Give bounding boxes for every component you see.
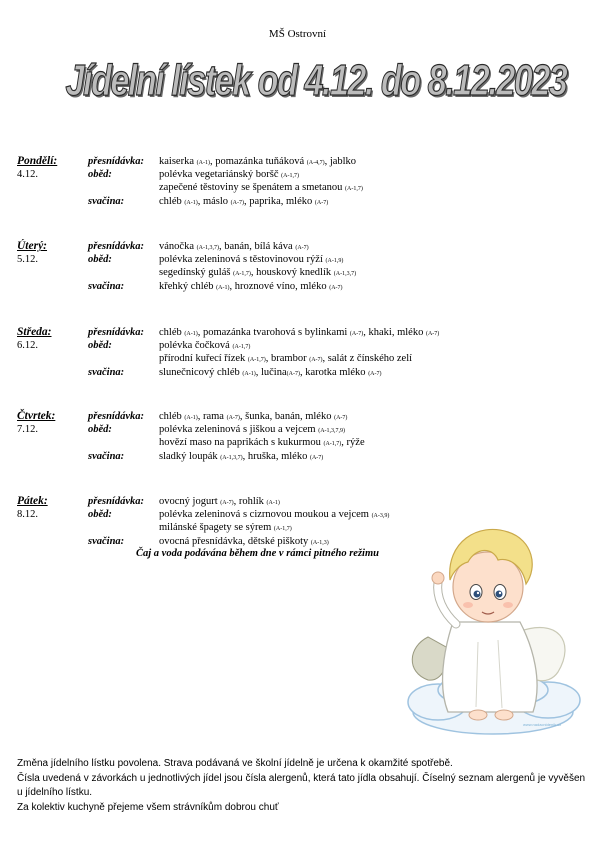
day-date: 8.12. [17, 509, 38, 521]
meal-label: svačina: [88, 535, 125, 547]
meal-label: přesnídávka: [88, 156, 144, 167]
menu-row [17, 181, 457, 194]
day-friday [17, 495, 457, 548]
menu-row [17, 195, 457, 208]
allergen-code: (A-7) [220, 500, 234, 506]
food-text: polévka zeleninová s těstovinovou rýží [159, 254, 326, 266]
food-text: zapečené těstoviny se špenátem a smetanou [159, 182, 346, 194]
day-name: Pátek: [17, 495, 48, 507]
food-text: , banán, bílá káva [218, 241, 296, 252]
food-text: , hroznové víno, mléko [229, 280, 330, 292]
allergen-code: (A-1,7) [233, 271, 251, 278]
meal-label: oběd: [88, 509, 112, 521]
allergen-code: (A-1) [184, 199, 198, 206]
day-name: Pondělí: [17, 155, 58, 167]
food-text: , rama [197, 411, 227, 422]
food-text: ovocný jogurt [159, 496, 221, 507]
menu-row [17, 280, 457, 293]
drinks-note: Čaj a voda podávána během dne v rámci pitného režimu [136, 548, 379, 559]
menu-row [17, 450, 457, 463]
day-wednesday [17, 326, 457, 379]
allergen-code: (A-1,3,7) [333, 271, 357, 278]
day-date: 6.12. [17, 340, 38, 352]
menu-row [17, 366, 457, 379]
food-text: vánočka [159, 241, 197, 252]
allergen-code: (A-1) [184, 415, 198, 421]
food-text: polévka čočková [159, 340, 233, 352]
menu-row [17, 508, 457, 521]
footer-notes [17, 757, 587, 815]
allergen-code: (A-1,7) [247, 357, 266, 364]
day-thursday [17, 410, 457, 463]
food-text: , houskový knedlík [250, 267, 334, 279]
menu-row [17, 410, 457, 423]
food-text: , khaki, mléko [363, 327, 426, 338]
meal-label: svačina: [88, 366, 125, 378]
allergen-code: (A-7) [314, 199, 329, 206]
day-date: 5.12. [17, 254, 38, 266]
allergen-code: (A-1,7) [281, 173, 299, 180]
allergen-code: (A-7) [349, 331, 364, 337]
allergen-code: (A-3,9) [371, 513, 390, 520]
menu-row [17, 253, 457, 266]
food-text: ovocná přesnídávka, dětské piškoty [159, 535, 311, 547]
allergen-code: (A-1,3) [310, 539, 329, 546]
meal-label: svačina: [88, 450, 125, 462]
food-text: polévka zeleninová s cizrnovou moukou a vejcem [159, 509, 372, 521]
meal-label: oběd: [88, 254, 112, 266]
footer-line-3: Za kolektiv kuchyně přejeme všem strávníkům dobrou chuť [17, 801, 279, 813]
allergen-code: (A-1,3,7) [220, 454, 243, 461]
food-text: segedínský guláš [159, 267, 234, 279]
watermark-text: www.nadacnidenik.cz [523, 722, 562, 727]
meal-label: přesnídávka: [88, 327, 144, 338]
angel-illustration [398, 512, 588, 742]
day-date: 7.12. [17, 424, 38, 436]
menu-row [17, 240, 457, 253]
food-text: , šunka, banán, mléko [239, 411, 335, 422]
food-items [159, 195, 328, 210]
day-name: Středa: [17, 326, 52, 338]
food-items [159, 280, 343, 295]
menu-row [17, 155, 457, 168]
allergen-code: (A-7) [309, 357, 323, 364]
allergen-code: (A-1,7) [232, 344, 251, 351]
day-name: Úterý: [17, 240, 48, 252]
food-text: , brambor [265, 353, 310, 365]
meal-label: svačina: [88, 195, 125, 207]
menu-row [17, 339, 457, 352]
food-text: , pomazánka tvarohová s bylinkami [197, 327, 350, 338]
allergen-code: (A-7) [368, 370, 382, 377]
food-text: chléb [159, 327, 185, 338]
footer-line-2: Čísla uvedená v závorkách u jednotlivých jídel jsou čísla alergenů, která tato jídla obsahují. Číselný seznam alergenů je vyvěšen u jídelního lístku. [17, 772, 586, 798]
menu-row [17, 535, 457, 548]
food-text: slunečnicový chléb [159, 366, 243, 378]
meal-label: přesnídávka: [88, 496, 144, 507]
day-tuesday [17, 240, 457, 293]
robe-shape [443, 622, 538, 712]
allergen-code: (A-7) [425, 331, 440, 337]
allergen-code: (A-7) [329, 284, 343, 291]
menu-row [17, 168, 457, 181]
allergen-code: (A-1) [266, 500, 280, 506]
food-text: chléb [159, 195, 185, 207]
food-text: chléb [159, 411, 185, 422]
day-date: 4.12. [17, 169, 38, 181]
allergen-code: (A-7) [309, 454, 324, 461]
food-text: polévka vegetariánský boršč [159, 169, 282, 181]
school-name: MŠ Ostrovní [268, 28, 327, 40]
allergen-code: (A-7) [230, 199, 244, 206]
food-text: křehký chléb [159, 280, 217, 292]
allergen-code: (A-7) [334, 415, 348, 421]
food-text: milánské špagety se sýrem [159, 522, 274, 534]
allergen-code: (A-1,7) [323, 441, 342, 448]
allergen-code: (A-7) [226, 415, 240, 421]
allergen-code: (A-1,3,7,9) [318, 428, 346, 435]
allergen-code: (A-1,7) [345, 186, 363, 193]
food-text: , karotka mléko [299, 366, 369, 378]
allergen-code: (A-1,9) [325, 258, 344, 265]
menu-row [17, 436, 457, 449]
allergen-code: (A-7) [295, 245, 309, 251]
food-text: , rýže [341, 437, 365, 449]
meal-label: přesnídávka: [88, 241, 144, 252]
food-text: přírodní kuřecí řízek [159, 353, 248, 365]
allergen-code: (A-7) [286, 370, 300, 377]
menu-row [17, 352, 457, 365]
food-text: , pomazánka tuňáková [209, 156, 307, 167]
meal-label: přesnídávka: [88, 411, 144, 422]
food-text: , salát z čínského zelí [322, 353, 413, 365]
allergen-code: (A-1) [184, 331, 198, 337]
food-text: kaiserka [159, 156, 197, 167]
meal-label: svačina: [88, 280, 125, 292]
food-text: sladký loupák [159, 450, 221, 462]
menu-row [17, 266, 457, 279]
menu-row [17, 521, 457, 534]
allergen-code: (A-1,3,7) [196, 245, 219, 251]
menu-row [17, 326, 457, 339]
food-text: , hruška, mléko [242, 450, 310, 462]
allergen-code: (A-4,7) [306, 160, 325, 166]
menu-title: Jídelní lístek od 4.12. do 8.12.2023 [65, 56, 567, 105]
food-items [159, 366, 382, 381]
footer-line-1: Změna jídelního lístku povolena. Strava podávaná ve školní jídelně je určena k okamžité spotřebě. [17, 758, 453, 769]
menu-row [17, 495, 457, 508]
food-text: , jablko [324, 156, 357, 167]
allergen-code: (A-1) [242, 370, 256, 377]
day-name: Čtvrtek: [17, 410, 56, 422]
menu-row [17, 423, 457, 436]
food-text: polévka zeleninová s jiškou a vejcem [159, 424, 319, 436]
day-monday [17, 155, 457, 208]
meal-label: oběd: [88, 424, 112, 436]
food-items [159, 450, 323, 465]
food-text: , máslo [197, 195, 231, 207]
food-text: hovězí maso na paprikách s kukurmou [159, 437, 324, 449]
allergen-code: (A-1,7) [273, 526, 292, 533]
food-text: , paprika, mléko [244, 195, 315, 207]
meal-label: oběd: [88, 169, 112, 181]
allergen-code: (A-1) [216, 284, 230, 291]
meal-label: oběd: [88, 340, 112, 352]
food-text: , lučina [255, 366, 287, 378]
food-text: , rohlík [233, 496, 267, 507]
allergen-code: (A-1) [196, 160, 210, 166]
